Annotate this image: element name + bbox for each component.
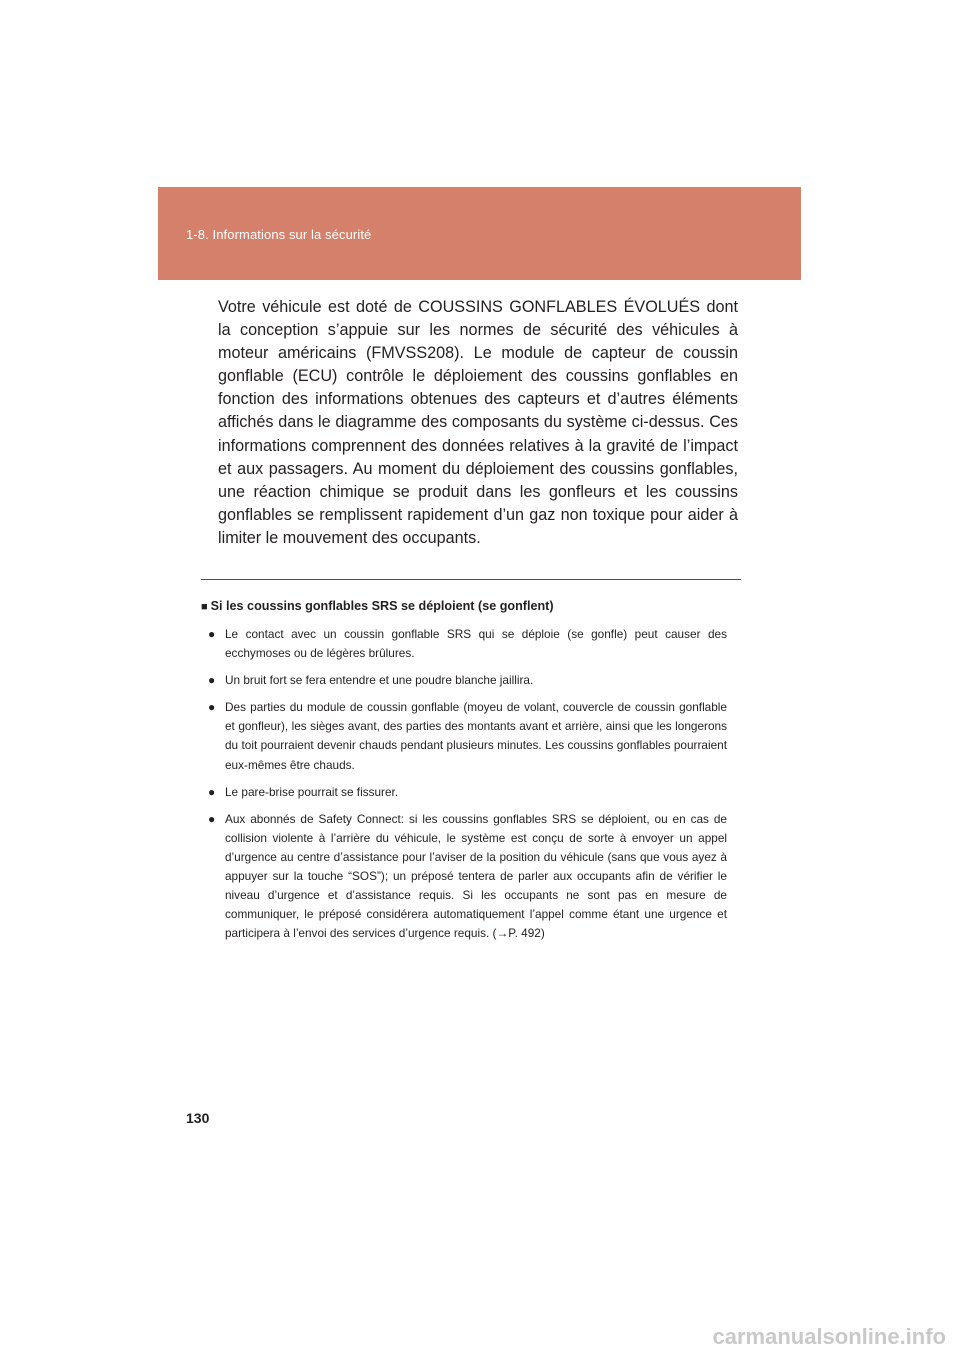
note-item: [208, 698, 727, 774]
watermark: carmanualsonline.info: [712, 1324, 946, 1349]
note-item: [208, 625, 727, 663]
note-item: [208, 783, 727, 802]
divider-rule: [201, 579, 741, 580]
bullet-icon: ●: [208, 811, 216, 826]
page-number: 130: [186, 1110, 210, 1126]
bullet-icon: ●: [208, 673, 216, 688]
note-text: Le pare-brise pourrait se fissurer.: [225, 784, 399, 799]
note-item: [208, 671, 727, 690]
notes-heading-text: Si les coussins gonflables SRS se déploient (se gonflent): [210, 599, 554, 613]
square-marker-icon: ■: [201, 601, 208, 613]
note-text: Un bruit fort se fera entendre et une poudre blanche jaillira.: [225, 673, 534, 688]
notes-section: [201, 597, 727, 951]
bullet-icon: ●: [208, 784, 216, 799]
section-header-band: [158, 187, 801, 280]
bullet-icon: ●: [208, 700, 216, 715]
intro-paragraph: Votre véhicule est doté de COUSSINS GONFLABLES ÉVOLUÉS dont la conception s’appuie sur les normes de sécurité des véhicules à moteur américains (FMVSS208). Le module de capteur de coussin gonflable (ECU) contrôle le déploiement des coussins gonflables en fonction des informations obtenues des capteurs et d’autres éléments affichés dans le diagramme des composants du système ci-dessus. Ces informations comprennent des données relatives à la gravité de l’impact et aux passagers. Au moment du déploiement des coussins gonflables, une réaction chimique se produit dans les gonfleurs et les coussins gonflables se remplissent rapidement d’un gaz non toxique pour aider à limiter le mouvement des occupants.: [218, 298, 738, 547]
note-text: Le contact avec un coussin gonflable SRS qui se déploie (se gonfle) peut causer des ecchymoses ou de légères brûlures.: [225, 627, 727, 661]
note-text: Aux abonnés de Safety Connect: si les coussins gonflables SRS se déploient, ou en cas de collision violente à l’arrière du véhicule, le système est conçu de sorte à envoyer un appel d’urgence au centre d’assistance pour l’aviser de la position du véhicule (sans que vous ayez à appuyer sur la touche “SOS”); un préposé tentera de parler aux occupants afin de vérifier le niveau d’urgence et d’assistance requis. Si les occupants ne sont pas en mesure de communiquer, le préposé considérera automatiquement l’appel comme étant une urgence et participera à l’envoi des services d’urgence requis. (→P. 492): [225, 811, 727, 941]
note-item: [208, 810, 727, 944]
note-text: Des parties du module de coussin gonflable (moyeu de volant, couvercle de coussin gonflable et gonfleur), les sièges avant, des parties des montants avant et arrière, ainsi que les longerons du toit pourraient devenir chauds pendant plusieurs minutes. Les coussins gonflables pourraient eux-mêmes être chauds.: [225, 700, 727, 772]
bullet-icon: ●: [208, 627, 216, 641]
section-title: 1-8. Informations sur la sécurité: [186, 227, 372, 242]
notes-heading: [201, 597, 727, 616]
